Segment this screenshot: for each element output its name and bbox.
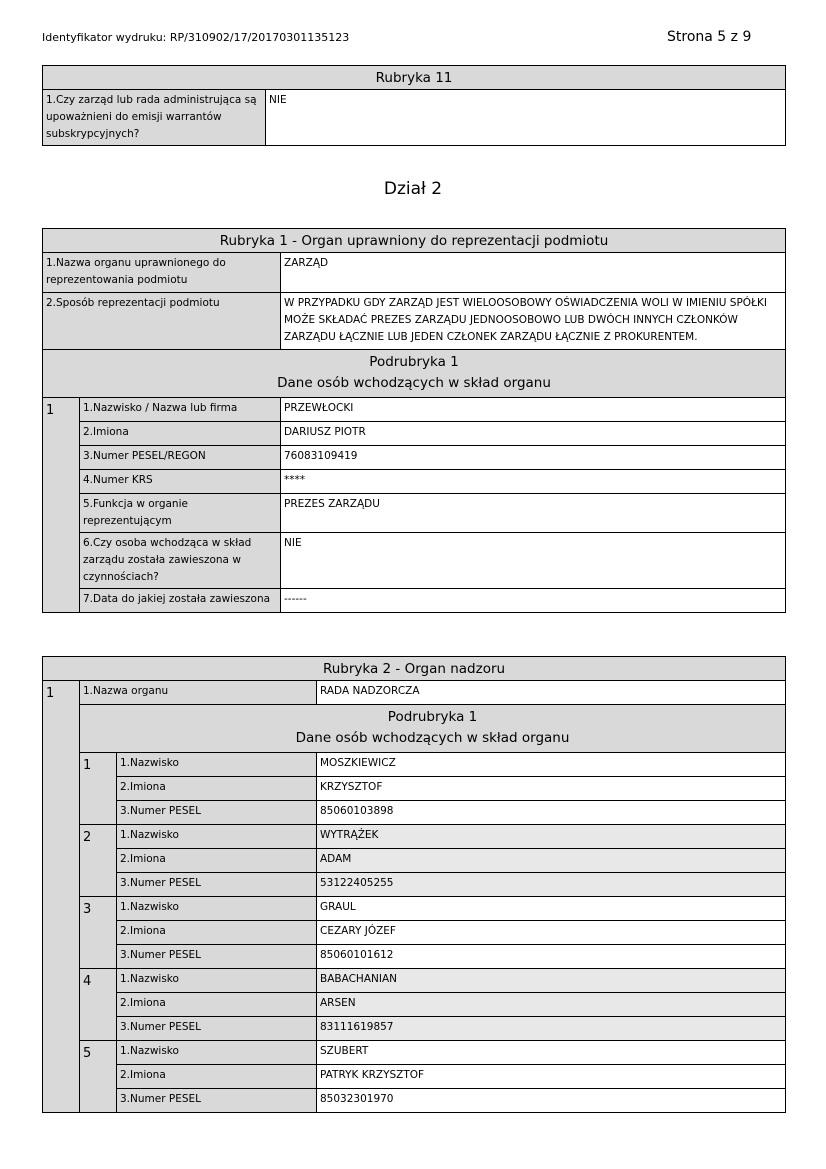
field-value: NIE: [281, 533, 786, 589]
field-value: ------: [281, 589, 786, 613]
member-number: 3: [80, 897, 117, 969]
field-label: 1.Nazwisko: [117, 1041, 317, 1065]
field-label: 2.Imiona: [117, 777, 317, 801]
field-value: 83111619857: [317, 1017, 786, 1041]
field-label: 1.Nazwisko: [117, 753, 317, 777]
organ-name-label: 1.Nazwa organu uprawnionego do reprezentowania podmiotu: [43, 253, 281, 293]
field-label: 2.Imiona: [117, 921, 317, 945]
field-label: 1.Nazwisko: [117, 825, 317, 849]
organ-name-label: 1.Nazwa organu: [80, 681, 317, 705]
field-label: 6.Czy osoba wchodząca w skład zarządu została zawieszona w czynnościach?: [80, 533, 281, 589]
person-number: 1: [43, 398, 80, 613]
field-value: SZUBERT: [317, 1041, 786, 1065]
podrubryka-subheading: Dane osób wchodzących w skład organu: [295, 730, 570, 746]
podrubryka-title: [80, 705, 786, 753]
section-heading: Dział 2: [383, 179, 443, 199]
rubryka-11-table: [42, 65, 786, 146]
representation-method-label: 2.Sposób reprezentacji podmiotu: [43, 293, 281, 350]
field-label: 2.Imiona: [117, 993, 317, 1017]
organ-name-value: ZARZĄD: [281, 253, 786, 293]
rubryka-1-table: [42, 228, 786, 613]
rubryka-11-title: Rubryka 11: [43, 66, 786, 90]
field-label: 3.Numer PESEL/REGON: [80, 446, 281, 470]
field-value: 85060103898: [317, 801, 786, 825]
warrants-question-value: NIE: [266, 90, 786, 146]
field-value: ARSEN: [317, 993, 786, 1017]
representation-method-value: W PRZYPADKU GDY ZARZĄD JEST WIELOOSOBOWY OŚWIADCZENIA WOLI W IMIENIU SPÓŁKI MOŻE SKŁADAĆ PREZES ZARZĄDU JEDNOOSOBOWO LUB DWÓCH INNYCH CZŁONKÓW ZARZĄDU ŁĄCZNIE LUB JEDEN CZŁONEK ZARZĄDU ŁĄCZNIE Z PROKURENTEM.: [281, 293, 786, 350]
podrubryka-heading: Podrubryka 1: [369, 354, 459, 370]
field-value: MOSZKIEWICZ: [317, 753, 786, 777]
member-number: 4: [80, 969, 117, 1041]
member-number: 1: [80, 753, 117, 825]
field-label: 3.Numer PESEL: [117, 945, 317, 969]
page-number: Strona 5 z 9: [667, 29, 752, 45]
field-label: 3.Numer PESEL: [117, 1017, 317, 1041]
field-value: GRAUL: [317, 897, 786, 921]
field-value: ADAM: [317, 849, 786, 873]
rubryka-2-table: [42, 656, 786, 1113]
field-value: KRZYSZTOF: [317, 777, 786, 801]
member-number: 2: [80, 825, 117, 897]
field-label: 3.Numer PESEL: [117, 801, 317, 825]
field-value: BABACHANIAN: [317, 969, 786, 993]
podrubryka-subheading: Dane osób wchodzących w skład organu: [277, 375, 551, 391]
field-value: PRZEWŁOCKI: [281, 398, 786, 422]
field-value: WYTRĄŻEK: [317, 825, 786, 849]
organ-entry-number: 1: [43, 681, 80, 1113]
field-value: PATRYK KRZYSZTOF: [317, 1065, 786, 1089]
field-label: 1.Nazwisko: [117, 969, 317, 993]
field-label: 2.Imiona: [80, 422, 281, 446]
field-label: 2.Imiona: [117, 1065, 317, 1089]
podrubryka-title: [43, 350, 786, 398]
field-value: CEZARY JÓZEF: [317, 921, 786, 945]
warrants-question-label: 1.Czy zarząd lub rada administrująca są upoważnieni do emisji warrantów subskrypcyjnych?: [43, 90, 266, 146]
rubryka-2-title: Rubryka 2 - Organ nadzoru: [43, 657, 786, 681]
field-value: 76083109419: [281, 446, 786, 470]
field-label: 3.Numer PESEL: [117, 1089, 317, 1113]
field-label: 3.Numer PESEL: [117, 873, 317, 897]
field-label: 1.Nazwisko / Nazwa lub firma: [80, 398, 281, 422]
print-identifier: Identyfikator wydruku: RP/310902/17/20170301135123: [42, 31, 350, 44]
organ-name-value: RADA NADZORCZA: [317, 681, 786, 705]
field-label: 4.Numer KRS: [80, 470, 281, 494]
field-value: 85032301970: [317, 1089, 786, 1113]
field-value: 53122405255: [317, 873, 786, 897]
field-value: PREZES ZARZĄDU: [281, 494, 786, 533]
field-label: 1.Nazwisko: [117, 897, 317, 921]
podrubryka-heading: Podrubryka 1: [387, 709, 478, 725]
field-label: 7.Data do jakiej została zawieszona: [80, 589, 281, 613]
field-label: 2.Imiona: [117, 849, 317, 873]
member-number: 5: [80, 1041, 117, 1113]
field-value: 85060101612: [317, 945, 786, 969]
rubryka-1-title: Rubryka 1 - Organ uprawniony do reprezentacji podmiotu: [43, 229, 786, 253]
field-label: 5.Funkcja w organie reprezentującym: [80, 494, 281, 533]
field-value: ****: [281, 470, 786, 494]
field-value: DARIUSZ PIOTR: [281, 422, 786, 446]
